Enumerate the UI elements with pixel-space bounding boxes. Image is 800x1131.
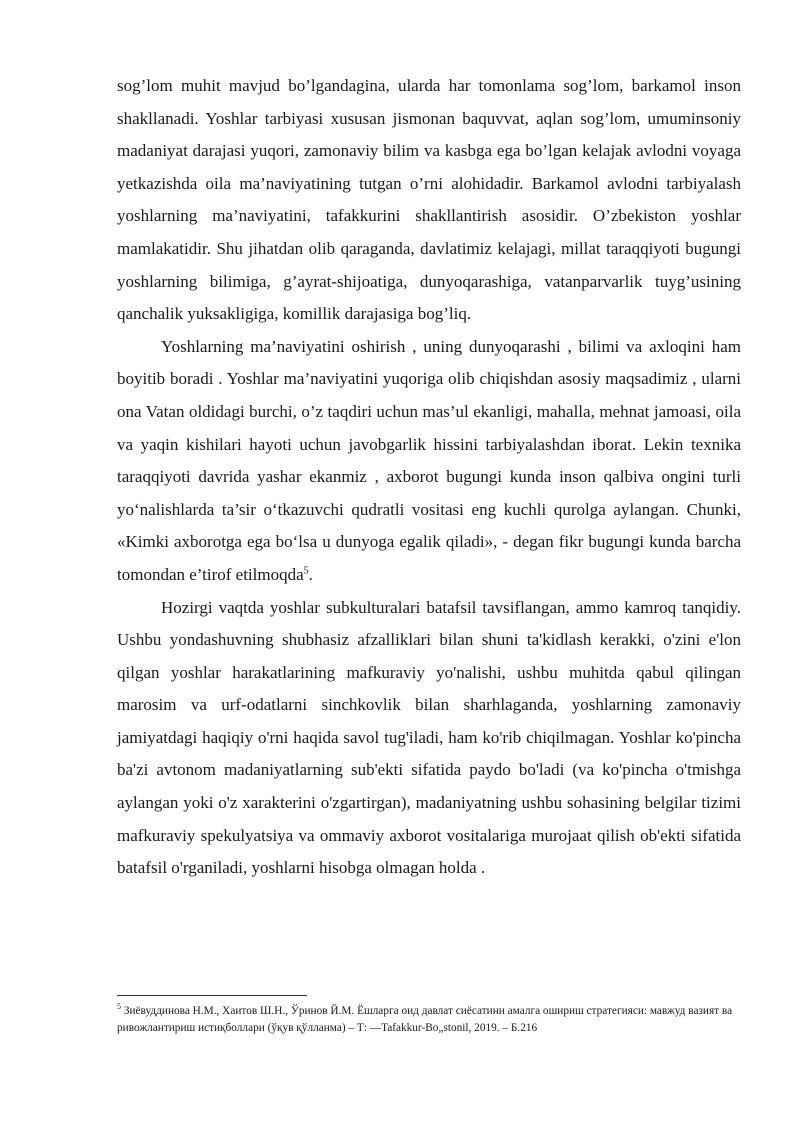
paragraph-3-text: Hozirgi vaqtda yoshlar subkulturalari batafsil tavsiflangan, ammo kamroq tanqidiy. Ushbu yondashuvning shubhasiz afzalliklari bilan shuni ta'kidlash kerakki, o'zini e'lon qilgan yoshlar harakatlarining mafkuraviy yo'nalishi, ushbu muhitda qabul qilingan marosim va urf-odatlarni sinchkovlik bilan sharhlaganda, yoshlarning zamonaviy jamiyatdagi haqiqiy o'rni haqida savol tug'iladi, ham ko'rib chiqilmagan. Yoshlar ko'pincha ba'zi avtonom madaniyatlarning sub'ekti sifatida paydo bo'ladi (va ko'pincha o'tmishga aylangan yoki o'z xarakterini o'zgartirgan), madaniyatning ushbu sohasining belgilar tizimi mafkuraviy spekulyatsiya va ommaviy axborot vositalariga murojaat qilish ob'ekti sifatida batafsil o'rganiladi, yoshlarni hisobga olmagan holda .	[117, 597, 741, 878]
footnote-separator	[117, 995, 307, 996]
paragraph-1-text: sog’lom muhit mavjud bo’lgandagina, ularda har tomonlama sog’lom, barkamol inson shakllanadi. Yoshlar tarbiyasi xususan jismonan baquvvat, aqlan sog’lom, umuminsoniy madaniyat darajasi yuqori, zamonaviy bilim va kasbga ega bo’lgan kelajak avlodni voyaga yetkazishda oila ma’naviyatining tutgan o’rni alohidadir. Barkamol avlodni tarbiyalash yoshlarning ma’naviyatini, tafakkurini shakllantirish asosidir. O’zbekiston yoshlar mamlakatidir. Shu jihatdan olib qaraganda, davlatimiz kelajagi, millat taraqqiyoti bugungi yoshlarning bilimiga, g’ayrat-shijoatiga, dunyoqarashiga, vatanparvarlik tuyg’usining qanchalik yuksakligiga, komillik darajasiga bog’liq.	[117, 76, 741, 324]
footnote-marker: 5	[117, 1002, 121, 1012]
footnote-reference[interactable]: 5	[303, 565, 309, 577]
paragraph-2-tail: .	[308, 564, 313, 584]
paragraph-3	[117, 592, 741, 885]
paragraph-2-text: Yoshlarning ma’naviyatini oshirish , uning dunyoqarashi , bilimi va axloqini ham boyitib boradi . Yoshlar ma’naviyatini yuqoriga olib chiqishdan asosiy maqsadimiz , ularni ona Vatan oldidagi burchi, o’z taqdiri uchun mas’ul ekanligi, mahalla, mehnat jamoasi, oila va yaqin kishilari hayoti uchun javobgarlik hissini tarbiyalashdan iborat. Lekin texnika taraqqiyoti davrida yashar ekanmiz , axborot bugungi kunda inson qalbiva ongini turli yo‘nalishlarda ta’sir o‘tkazuvchi qudratli vositasi eng kuchli qurolga aylangan. Chunki, «Kimki axborotga ega bo‘lsa u dunyoga egalik qiladi», - degan fikr bugungi kunda barcha tomondan e’tirof etilmoqda	[117, 336, 741, 584]
footnote-text: Зиёвуддинова Н.М., Хаитов Ш.Н., Ўринов Й.М. Ёшларга оид давлат сиёсатини амалга ошириш стратегияси: мавжуд вазият ва ривожлантириш истиқболлари (ўқув қўлланма) – Т: —Tafakkur-Bo„stonil, 2019. – Б.216	[117, 1005, 733, 1034]
paragraph-1	[117, 70, 741, 331]
footnote	[117, 1003, 741, 1037]
document-body	[117, 70, 741, 885]
paragraph-2	[117, 331, 741, 592]
